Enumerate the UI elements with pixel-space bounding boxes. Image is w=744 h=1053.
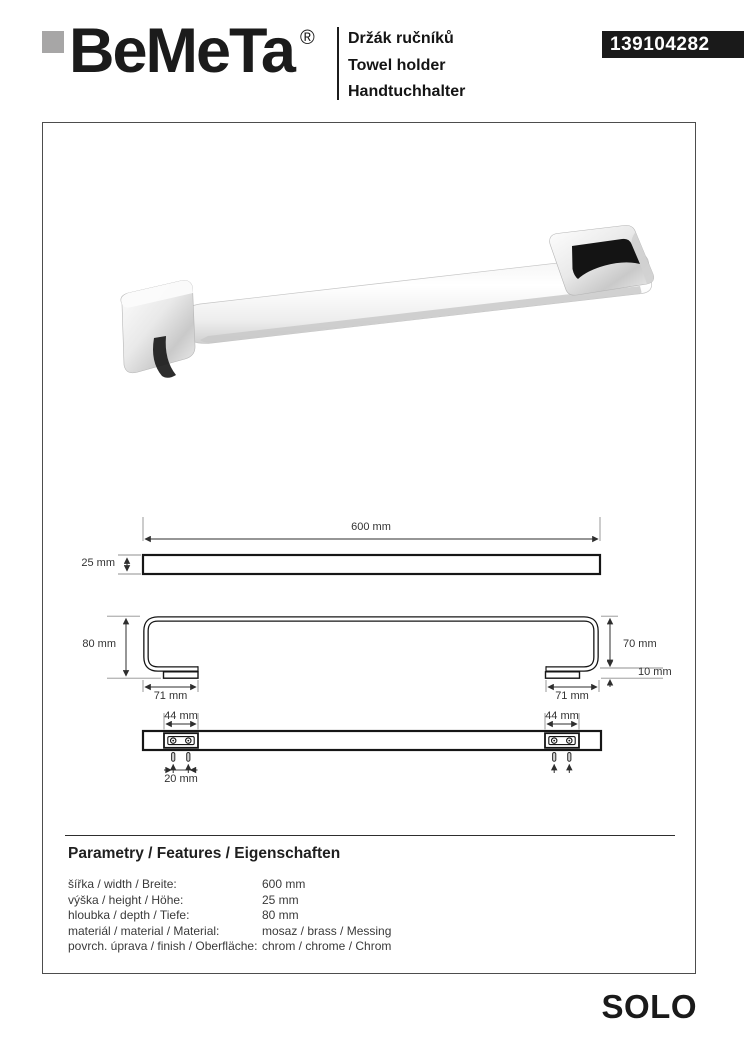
back-plate-right-dim-label: 44 mm (545, 710, 579, 722)
product-name-de: Handtuchhalter (348, 83, 466, 100)
parameter-label: šířka / width / Breite: (68, 877, 177, 891)
front-width-dim-label: 600 mm (351, 521, 391, 533)
top-inner-depth-dim-label: 70 mm (623, 638, 657, 650)
parameter-label: výška / height / Höhe: (68, 892, 184, 907)
parameter-value: 600 mm (262, 877, 306, 891)
back-plate-left-dim-label: 44 mm (164, 710, 198, 722)
parameter-value: 25 mm (262, 892, 299, 907)
product-name-cs: Držák ručníků (348, 30, 454, 47)
parameter-label: materiál / material / Material: (68, 923, 220, 938)
header-divider (337, 27, 339, 100)
parameter-row (68, 908, 628, 924)
front-height-dim-label: 25 mm (81, 557, 115, 569)
series-name: SOLO (601, 988, 697, 1025)
parameters-divider (65, 835, 675, 836)
parameter-row (68, 893, 628, 909)
top-bracket-left-dim-label: 71 mm (153, 690, 188, 702)
product-photo (88, 222, 668, 452)
registered-trademark-icon: ® (300, 27, 315, 49)
parameter-value: mosaz / brass / Messing (262, 923, 392, 938)
top-wall-offset-dim-label: 10 mm (638, 666, 672, 678)
product-name-en: Towel holder (348, 56, 446, 74)
right-wall-mount-photo (550, 225, 654, 295)
left-wall-mount-photo (121, 280, 195, 377)
logo-square-mark-icon (42, 31, 64, 53)
parameter-value: chrom / chrome / Chrom (262, 939, 392, 954)
parameter-label: povrch. úprava / finish / Oberfläche: (68, 939, 258, 954)
parameter-row (68, 877, 628, 893)
parameters-table (68, 877, 628, 955)
parameter-value: 80 mm (262, 908, 299, 923)
back-screw-spacing-dim-label: 20 mm (164, 773, 198, 785)
brand-logo: BeMeTa (69, 16, 294, 86)
parameters-heading: Parametry / Features / Eigenschaften (68, 845, 341, 862)
top-bracket-right-dim-label: 71 mm (555, 690, 589, 702)
parameter-row (68, 924, 628, 940)
parameter-row (68, 939, 628, 955)
top-depth-dim-label: 80 mm (82, 638, 116, 650)
parameter-label: hloubka / depth / Tiefe: (68, 908, 190, 923)
product-name-block (348, 26, 465, 106)
product-code-badge: 139104282 (602, 31, 744, 58)
